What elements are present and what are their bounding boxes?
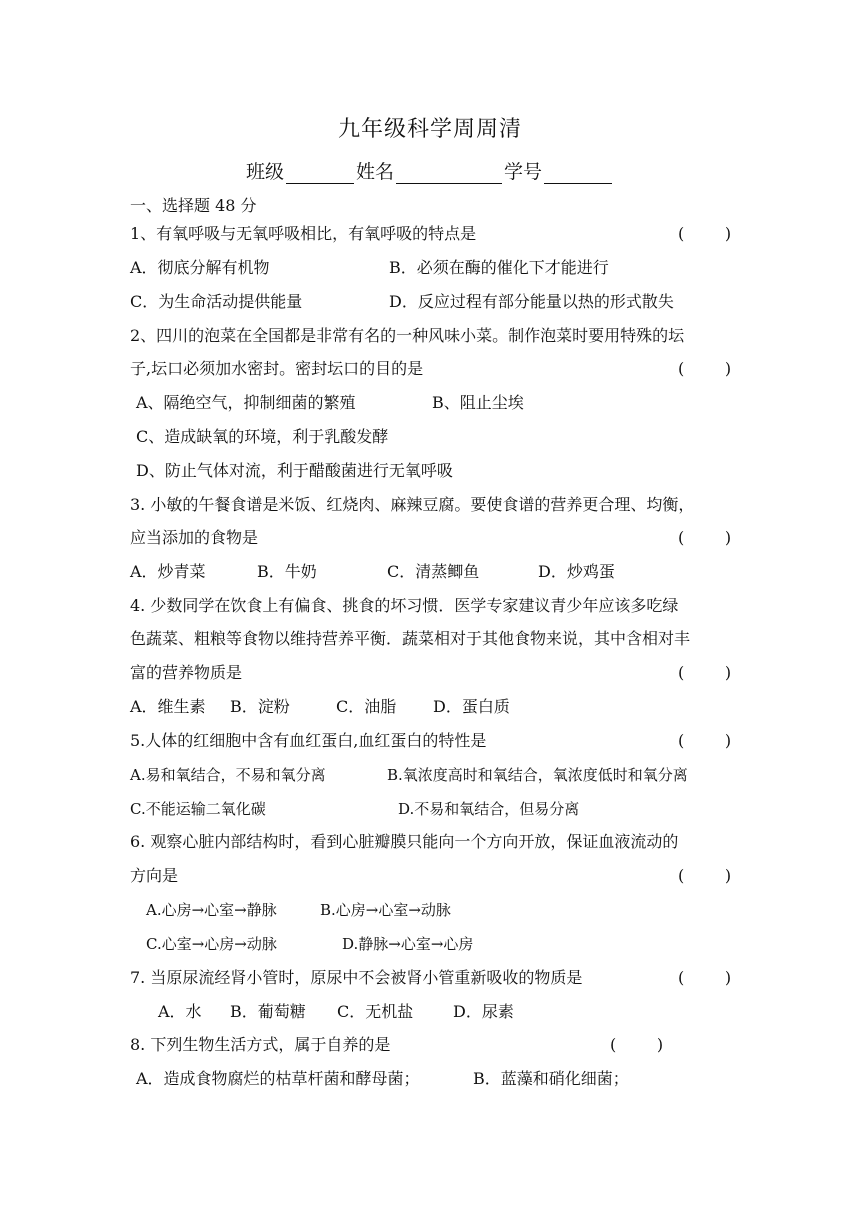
q5-option-d: D.不易和氧结合，但易分离	[398, 800, 580, 818]
q1-answer-paren[interactable]: ( )	[678, 224, 732, 243]
section-heading: 一、选择题 48 分	[130, 196, 257, 215]
q1-option-b: B．必须在酶的催化下才能进行	[389, 258, 609, 277]
q5-option-a: A.易和氧结合，不易和氧分离	[130, 766, 326, 784]
q3-option-b: B．牛奶	[257, 562, 317, 581]
q4-stem-line3: 富的营养物质是	[130, 663, 243, 682]
q7-stem: 7. 当原尿流经肾小管时，原尿中不会被肾小管重新吸收的物质是	[130, 968, 583, 987]
q2-option-c: C、造成缺氧的环境，利于乳酸发酵	[136, 427, 389, 446]
q2-stem-line2: 子,坛口必须加水密封。密封坛口的目的是	[130, 359, 424, 378]
q6-stem-line1: 6. 观察心脏内部结构时，看到心脏瓣膜只能向一个方向开放，保证血液流动的	[130, 832, 679, 851]
number-blank[interactable]	[544, 163, 612, 184]
q1-stem: 1、有氧呼吸与无氧呼吸相比，有氧呼吸的特点是	[130, 224, 477, 243]
q1-option-c: C．为生命活动提供能量	[130, 292, 303, 311]
q2-option-b: B、阻止尘埃	[432, 393, 524, 412]
q7-option-a: A．水	[158, 1002, 202, 1021]
q3-option-c: C．清蒸鲫鱼	[387, 562, 480, 581]
q3-stem-line2: 应当添加的食物是	[130, 528, 259, 547]
q6-option-a: A.心房→心室→静脉	[146, 901, 277, 919]
q8-option-a: A．造成食物腐烂的枯草杆菌和酵母菌；	[136, 1069, 420, 1088]
student-info-line	[0, 157, 860, 184]
q8-option-b: B．蓝藻和硝化细菌；	[473, 1069, 629, 1088]
number-label: 学号	[504, 161, 543, 183]
q5-answer-paren[interactable]: ( )	[678, 731, 732, 750]
q6-option-b: B.心房→心室→动脉	[320, 901, 451, 919]
class-label: 班级	[245, 161, 284, 183]
q5-stem: 5.人体的红细胞中含有血红蛋白,血红蛋白的特性是	[130, 731, 487, 750]
q4-answer-paren[interactable]: ( )	[678, 663, 732, 682]
q5-option-c: C.不能运输二氧化碳	[130, 800, 266, 818]
q2-option-d: D、防止气体对流，利于醋酸菌进行无氧呼吸	[136, 461, 453, 480]
q4-option-d: D．蛋白质	[433, 697, 510, 716]
q4-option-a: A．维生素	[130, 697, 206, 716]
name-blank[interactable]	[396, 163, 502, 184]
q4-stem-line1: 4. 少数同学在饮食上有偏食、挑食的坏习惯．医学专家建议青少年应该多吃绿	[130, 596, 679, 615]
q5-option-b: B.氧浓度高时和氧结合，氧浓度低时和氧分离	[387, 766, 688, 784]
q6-stem-line2: 方向是	[130, 866, 179, 885]
q7-option-d: D．尿素	[453, 1002, 514, 1021]
q4-option-b: B．淀粉	[230, 697, 290, 716]
q2-answer-paren[interactable]: ( )	[678, 359, 732, 378]
q6-option-d: D.静脉→心室→心房	[342, 935, 474, 953]
q8-answer-paren[interactable]: ( )	[610, 1035, 664, 1054]
q1-option-a: A．彻底分解有机物	[130, 258, 270, 277]
q1-option-d: D．反应过程有部分能量以热的形式散失	[389, 292, 674, 311]
name-label: 姓名	[355, 161, 394, 183]
q3-option-d: D．炒鸡蛋	[538, 562, 615, 581]
q8-stem: 8. 下列生物生活方式，属于自养的是	[130, 1035, 391, 1054]
q3-option-a: A．炒青菜	[130, 562, 206, 581]
q4-stem-line2: 色蔬菜、粗粮等食物以维持营养平衡．蔬菜相对于其他食物来说，其中含相对丰	[130, 629, 691, 648]
q3-answer-paren[interactable]: ( )	[678, 528, 732, 547]
q7-answer-paren[interactable]: ( )	[678, 968, 732, 987]
q6-option-c: C.心室→心房→动脉	[146, 935, 277, 953]
q2-option-a: A、隔绝空气，抑制细菌的繁殖	[136, 393, 356, 412]
q6-answer-paren[interactable]: ( )	[678, 866, 732, 885]
q2-stem-line1: 2、四川的泡菜在全国都是非常有名的一种风味小菜。制作泡菜时要用特殊的坛	[130, 326, 685, 345]
page-title: 九年级科学周周清	[337, 117, 522, 142]
q4-option-c: C．油脂	[336, 697, 397, 716]
class-blank[interactable]	[286, 163, 354, 184]
q7-option-b: B．葡萄糖	[230, 1002, 306, 1021]
q3-stem-line1: 3. 小敏的午餐食谱是米饭、红烧肉、麻辣豆腐。要使食谱的营养更合理、均衡，	[130, 495, 695, 514]
q7-option-c: C．无机盐	[337, 1002, 414, 1021]
